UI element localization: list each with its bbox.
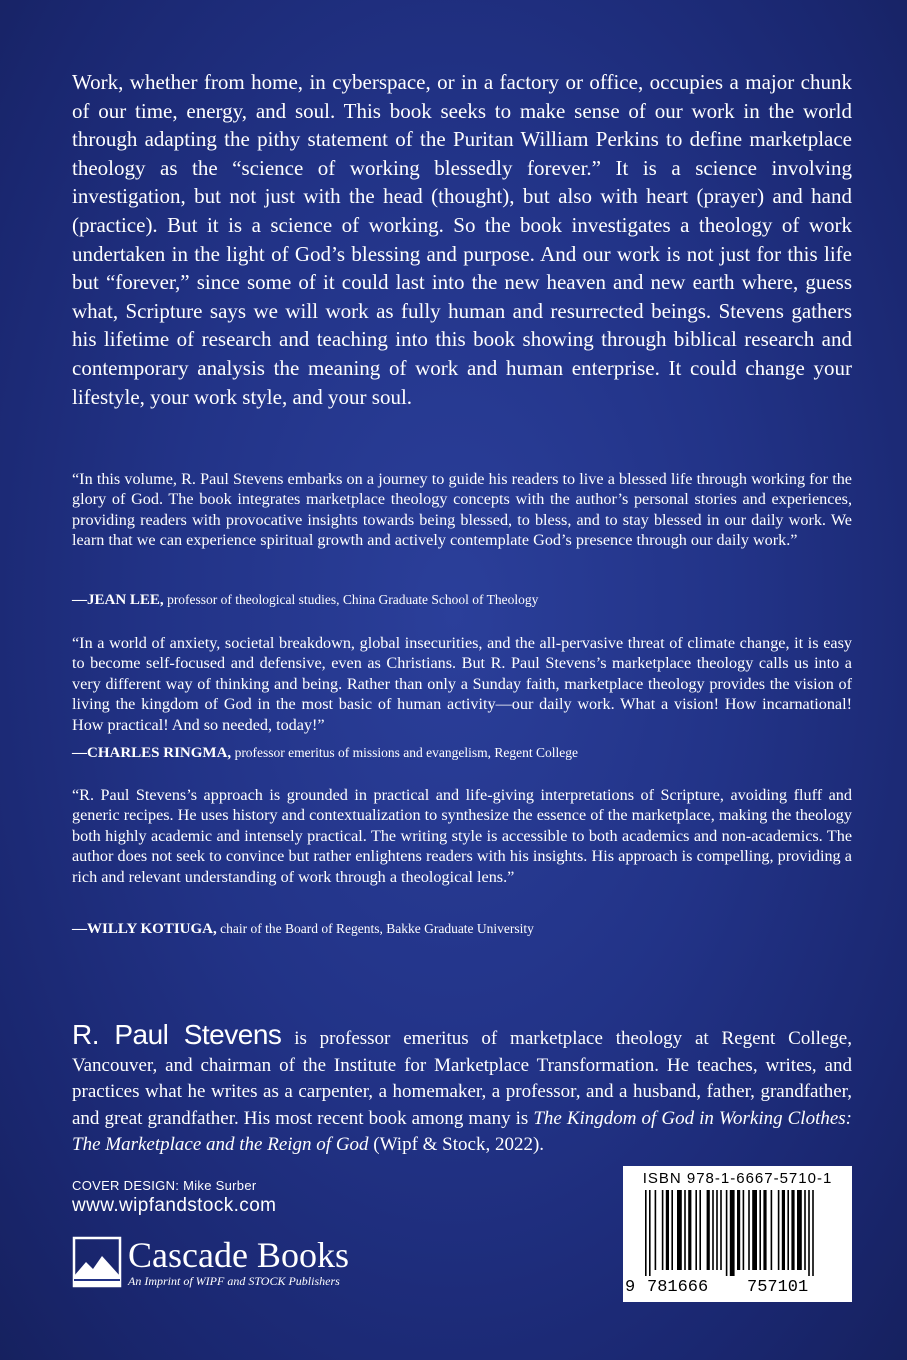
barcode-bar bbox=[649, 1190, 651, 1276]
barcode-bar bbox=[655, 1190, 657, 1270]
isbn-label: ISBN 978-1-6667-5710-1 bbox=[642, 1170, 833, 1187]
back-cover-blurb: Work, whether from home, in cyberspace, or in a factory or office, occupies a major chunk of our time, energy, and soul. This book seeks to make sense of our work in the world through adapting the pithy statement of the Puritan William Perkins to define marketplace theology as the “science of working blessedly forever.” It is a science involving investigation, but not just with the head (thought), but also with heart (prayer) and hand (practice). But it is a science of working. So the book investigates a theology of work undertaken in the light of God’s blessing and purpose. And our work is not just for this life but “forever,” since some of it could last into the new heaven and new earth where, guess what, Scripture says we will work as fully human and resurrected beings. Stevens gathers his lifetime of research and teaching into this book showing through biblical research and contemporary analysis the meaning of work and human enterprise. It could change your lifestyle, your work style, and your soul. bbox=[72, 70, 852, 409]
endorsement-attribution bbox=[72, 591, 852, 609]
barcode-bar bbox=[699, 1190, 701, 1270]
barcode-bar bbox=[808, 1190, 810, 1276]
endorsement-quote: “R. Paul Stevens’s approach is grounded in practical and life-giving interpretations of Scripture, avoiding fluff and generic recipes. He uses history and contextualization to synthesize the essence of the marketplace, making the theology both highly academic and intensely practical. The writing style is accessible to both academics and non-academics. The author does not seek to convince but rather enlightens readers with his insights. His approach is compelling, providing a rich and relevant understanding of work through a theological lens.” bbox=[72, 786, 852, 886]
barcode-bar bbox=[695, 1190, 697, 1270]
endorser-name: —CHARLES RINGMA, bbox=[72, 745, 232, 761]
cover-design-credit: COVER DESIGN: Mike Surber bbox=[72, 1178, 257, 1193]
barcode-bar bbox=[812, 1190, 814, 1276]
barcode-icon bbox=[631, 1190, 844, 1276]
endorsement-attribution bbox=[72, 920, 852, 938]
publisher-imprint: An Imprint of WIPF and STOCK Publishers bbox=[128, 1274, 340, 1288]
isbn-first-digit: 9 bbox=[625, 1278, 636, 1297]
author-name: R. Paul Stevens bbox=[72, 1019, 282, 1050]
barcode-bar bbox=[752, 1190, 757, 1270]
barcode-bar bbox=[759, 1190, 761, 1270]
endorsement-quote: “In a world of anxiety, societal breakdown, global insecurities, and the all-pervasive threat of climate change, it is easy to become self-focused and defensive, even as Christians. But R. Paul Stevens’s marketplace theology calls us into a very different way of thinking and being. Rather than only a Sunday faith, marketplace theology provides the vision of living the kingdom of God in the most basic of human activity—our daily work. What a vision! How incarnational! How practical! And so needed, today!” bbox=[72, 634, 852, 734]
barcode-bar bbox=[782, 1190, 785, 1270]
barcode-bar bbox=[778, 1190, 780, 1270]
recent-book-title: The Kingdom of God in Working Clothes: The Marketplace and the Reign of God bbox=[72, 1107, 853, 1155]
isbn-left-group: 781666 bbox=[647, 1278, 709, 1297]
endorser-title: professor emeritus of missions and evangelism, Regent College bbox=[234, 745, 578, 760]
endorser-title: professor of theological studies, China Graduate School of Theology bbox=[167, 592, 539, 607]
barcode-bar bbox=[763, 1190, 766, 1270]
barcode-bar bbox=[720, 1190, 722, 1270]
bio-text: is professor emeritus of marketplace theology at Regent College, Vancouver, and chairman of the Institute for Marketplace Transformation. He teaches, writes, and practices what he writes as a carpenter, a homemaker, a professor, and a husband, father, grandfather, and great grandfather. His most recent book among many is bbox=[72, 1028, 852, 1129]
publisher-logo bbox=[72, 1236, 402, 1296]
publisher-website: www.wipfandstock.com bbox=[72, 1195, 277, 1216]
barcode-bar bbox=[688, 1190, 691, 1270]
barcode-bar bbox=[677, 1190, 682, 1270]
barcode-bar bbox=[730, 1190, 735, 1276]
publisher-name: Cascade Books bbox=[128, 1235, 349, 1275]
isbn-barcode-block bbox=[623, 1166, 852, 1302]
barcode-bar bbox=[771, 1190, 773, 1270]
barcode-bar bbox=[707, 1190, 710, 1270]
mountain-logo-icon bbox=[72, 1236, 122, 1288]
endorsement-quote: “In this volume, R. Paul Stevens embarks on a journey to guide his readers to live a blessed life through working for the glory of God. The book integrates marketplace theology concepts with the author’s personal stories and experiences, providing readers with provocative insights towards being blessed, to bless, and to stay blessed in our daily work. We learn that we can experience spiritual growth and actively contemplate God’s presence through our daily work.” bbox=[72, 470, 852, 550]
barcode-bar bbox=[726, 1190, 728, 1276]
barcode-bar bbox=[743, 1190, 745, 1270]
barcode-bar bbox=[737, 1190, 740, 1270]
bio-text-end: (Wipf & Stock, 2022). bbox=[368, 1134, 545, 1155]
barcode-bar bbox=[716, 1190, 718, 1270]
barcode-bar bbox=[712, 1190, 714, 1270]
barcode-bar bbox=[671, 1190, 673, 1270]
endorser-name: —JEAN LEE, bbox=[72, 592, 164, 608]
barcode-bar bbox=[787, 1190, 789, 1270]
barcode-bar bbox=[662, 1190, 664, 1270]
barcode-bar bbox=[797, 1190, 802, 1270]
barcode-bar bbox=[666, 1190, 669, 1270]
barcode-bar bbox=[804, 1190, 806, 1270]
isbn-right-group: 757101 bbox=[747, 1278, 809, 1297]
endorser-name: —WILLY KOTIUGA, bbox=[72, 921, 217, 937]
barcode-bar bbox=[645, 1190, 647, 1276]
barcode-bar bbox=[748, 1190, 750, 1270]
endorser-title: chair of the Board of Regents, Bakke Graduate University bbox=[220, 921, 534, 936]
barcode-bar bbox=[791, 1190, 794, 1270]
endorsement-attribution bbox=[72, 744, 852, 762]
author-bio bbox=[72, 1019, 853, 1159]
barcode-bar bbox=[684, 1190, 686, 1270]
